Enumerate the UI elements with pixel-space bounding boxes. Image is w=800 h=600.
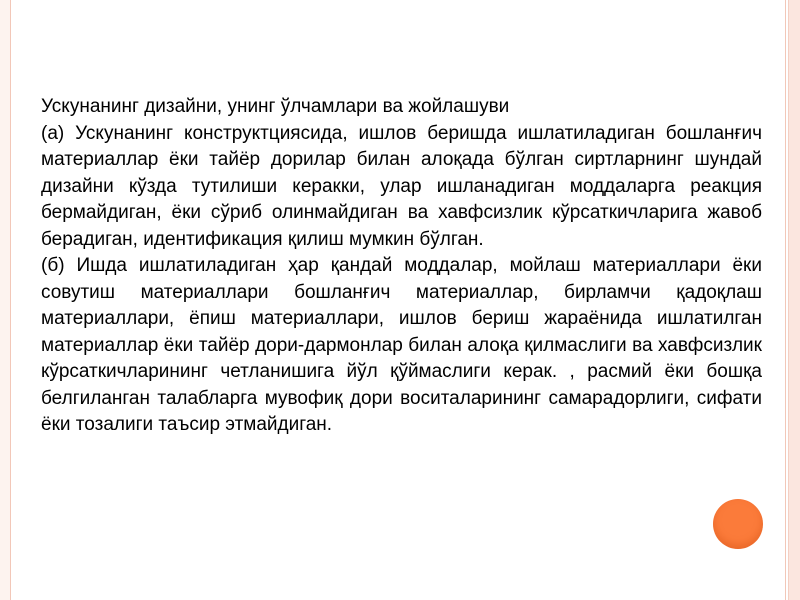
orange-circle-decoration [713, 499, 763, 549]
paragraph-a: (а) Ускунанинг конструктциясида, ишлов беришда ишлатиладиган бошланғич материаллар ёки тайёр дорилар билан алоқада бўлган сиртларнинг шундай дизайни кўзда тутилиши керакки, улар ишланадиган моддаларга реакция бермайдиган, ёки сўриб олинмайдиган ва хавфсизлик кўрсаткичларига жавоб берадиган, идентификация қилиш мумкин бўлган. [41, 122, 762, 250]
paragraph-b: (б) Ишда ишлатиладиган ҳар қандай моддалар, мойлаш материаллари ёки совутиш материаллари бошланғич материаллар, бирламчи қадоқлаш материаллари, ёпиш материаллари, ишлов бериш жараёнида ишлатилган материаллар ёки тайёр дори-дармонлар билан алоқа қилмаслиги ва хавфсизлик кўрсаткичларининг четланишига йўл қўймаслиги керак. , расмий ёки бошқа белгиланган талабларга мувофиқ дори воситаларининг самарадорлиги, сифати ёки тозалиги таъсир этмайдиган. [41, 255, 762, 435]
slide-heading: Ускунанинг дизайни, унинг ўлчамлари ва жойлашуви [41, 96, 510, 117]
right-decorative-strip [788, 0, 800, 600]
slide-text-body [41, 94, 762, 439]
left-decorative-strip [0, 0, 10, 600]
